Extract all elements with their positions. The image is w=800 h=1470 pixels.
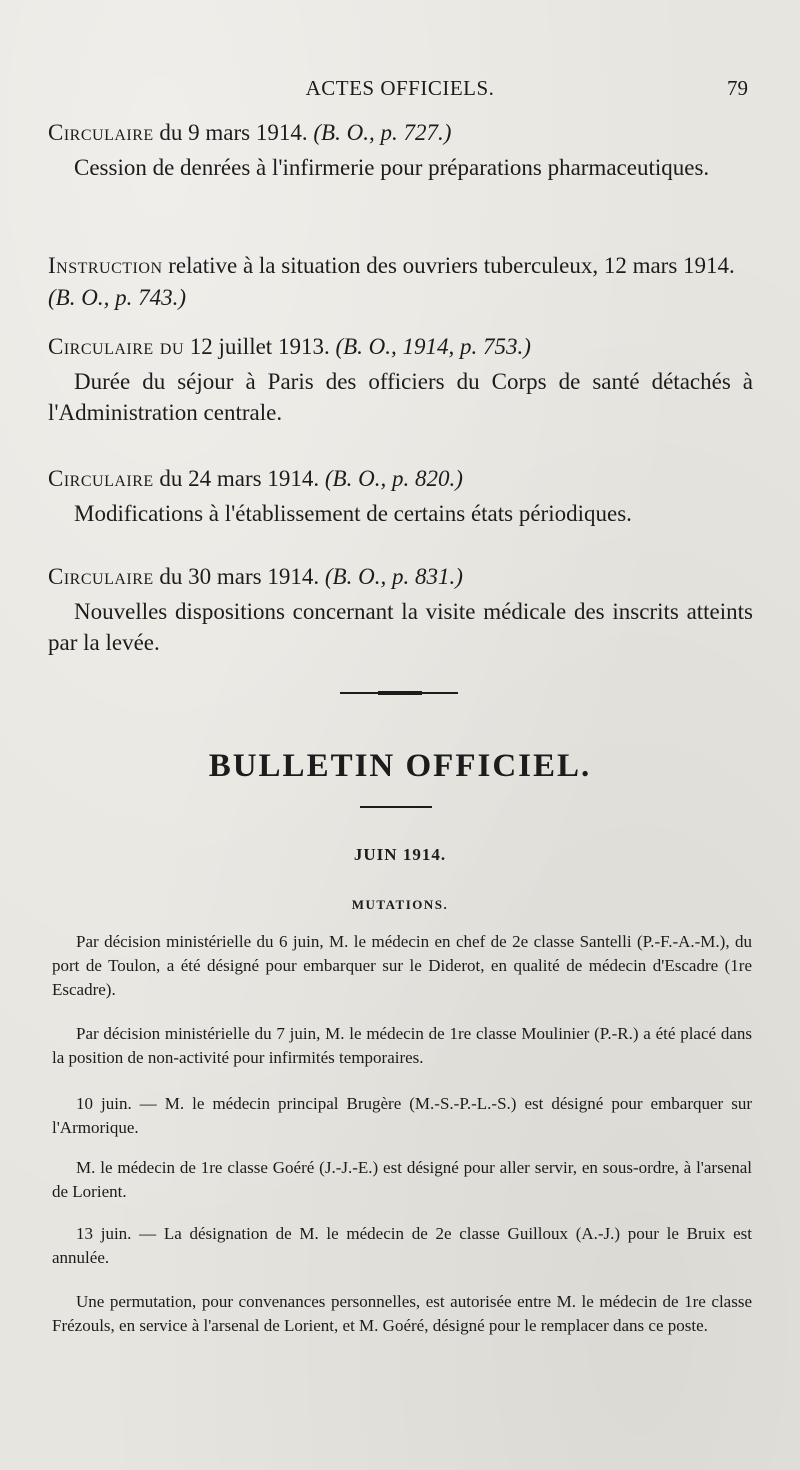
section-divider-swell: [378, 691, 422, 695]
acte-entry-3: [48, 332, 753, 428]
acte-description: Nouvelles dispositions concernant la visite médicale des inscrits atteints par la levée.: [48, 599, 753, 655]
acte-description: Cession de denrées à l'infirmerie pour préparations pharmaceutiques.: [74, 155, 710, 180]
page-number: 79: [727, 76, 748, 100]
acte-reference: (B. O., 1914, p. 753.): [329, 334, 531, 359]
acte-heading: [48, 464, 753, 494]
running-head-title: ACTES OFFICIELS.: [305, 76, 495, 100]
acte-date: du 24 mars 1914.: [153, 466, 320, 491]
acte-date: relative à la situation des ouvriers tuberculeux, 12 mars 1914.: [162, 253, 735, 278]
bulletin-month: JUIN 1914.: [353, 845, 447, 864]
acte-entry-4: [48, 464, 753, 529]
mutation-paragraph-6: Une permutation, pour convenances personnelles, est autorisée entre M. le médecin de 1re classe Frézouls, en service à l'arsenal de Lorient, et M. Goéré, désigné pour le remplacer dans ce poste.: [52, 1292, 752, 1335]
acte-heading: [48, 250, 753, 314]
acte-type: Circulaire: [48, 564, 154, 589]
title-underline: [360, 806, 432, 808]
acte-type: Circulaire: [48, 120, 154, 145]
acte-type: Circulaire du: [48, 334, 185, 359]
section-heading: MUTATIONS.: [351, 897, 449, 912]
bulletin-title: BULLETIN OFFICIEL.: [208, 748, 592, 784]
acte-reference: (B. O., p. 820.): [319, 466, 463, 491]
acte-heading: [48, 332, 753, 362]
mutation-paragraph-2: Par décision ministérielle du 7 juin, M. le médecin de 1re classe Moulinier (P.-R.) a été placé dans la position de non-activité pour infirmités temporaires.: [52, 1024, 752, 1067]
mutation-paragraph-3: 10 juin. — M. le médecin principal Brugère (M.-S.-P.-L.-S.) est désigné pour embarquer sur l'Armorique.: [52, 1094, 752, 1137]
mutation-paragraph-4: M. le médecin de 1re classe Goéré (J.-J.-E.) est désigné pour aller servir, en sous-ordre, à l'arsenal de Lorient.: [52, 1158, 752, 1201]
acte-reference: (B. O., p. 743.): [48, 285, 186, 310]
acte-date: du 9 mars 1914.: [153, 120, 308, 145]
mutation-paragraph-1: Par décision ministérielle du 6 juin, M. le médecin en chef de 2e classe Santelli (P.-F.-A.-M.), du port de Toulon, a été désigné pour embarquer sur le Diderot, en qualité de médecin d'Escadre (1re Escadre).: [52, 932, 752, 999]
acte-entry-5: [48, 562, 753, 658]
acte-entry-2: [48, 250, 753, 314]
acte-description: Durée du séjour à Paris des officiers du Corps de santé détachés à l'Administration centrale.: [48, 369, 753, 425]
acte-reference: (B. O., p. 831.): [319, 564, 463, 589]
acte-date: 12 juillet 1913.: [184, 334, 330, 359]
acte-entry-1: [48, 118, 753, 183]
mutation-paragraph-5: 13 juin. — La désignation de M. le médecin de 2e classe Guilloux (A.-J.) pour le Bruix est annulée.: [52, 1224, 752, 1267]
acte-type: Circulaire: [48, 466, 154, 491]
acte-heading: [48, 562, 753, 592]
running-head: [0, 76, 800, 106]
acte-type: Instruction: [48, 253, 163, 278]
acte-date: du 30 mars 1914.: [153, 564, 320, 589]
acte-description: Modifications à l'établissement de certains états périodiques.: [74, 501, 632, 526]
acte-reference: (B. O., p. 727.): [307, 120, 452, 145]
acte-heading: [48, 118, 753, 148]
